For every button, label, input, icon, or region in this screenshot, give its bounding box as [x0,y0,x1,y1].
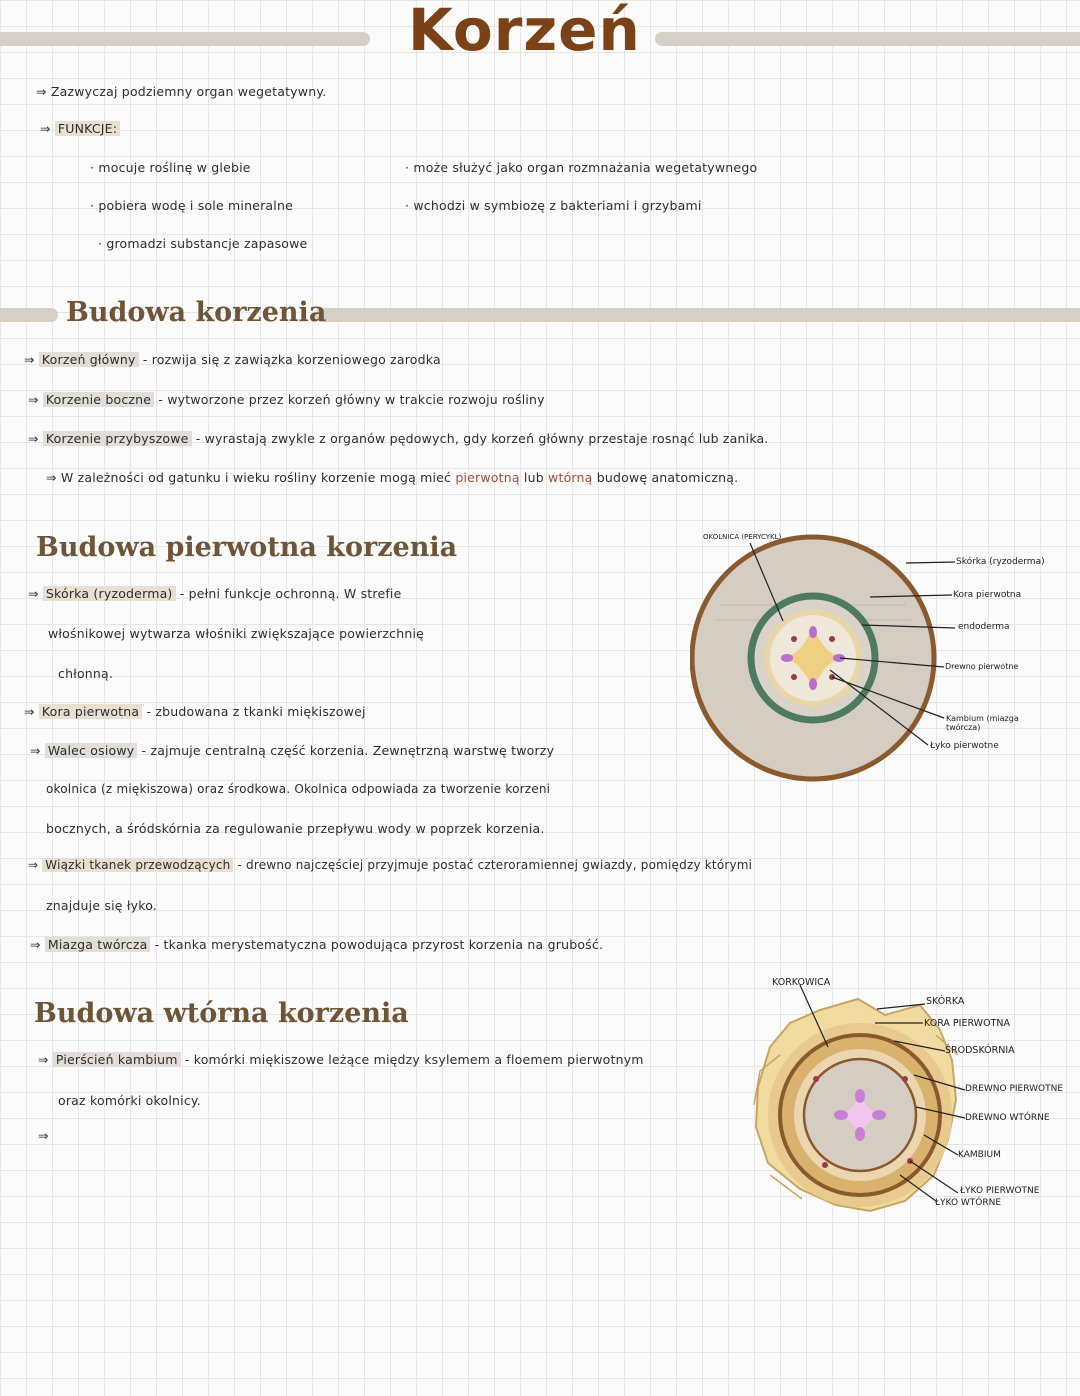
title-bar-right [655,32,1080,46]
diagram-label-lyko-wtorne: ŁYKO WTÓRNE [935,1198,1002,1208]
functions-label: ⇒ FUNKCJE: [40,121,120,136]
function-item: · wchodzi w symbiozę z bakteriami i grzybami [405,198,702,213]
kora-line: ⇒ Kora pierwotna - zbudowana z tkanki miękiszowej [24,704,366,719]
diagram-label-skorka: Skórka (ryzoderma) [956,557,1045,567]
section-bar-right [315,308,1080,322]
section-heading-budowa: Budowa korzenia [66,297,327,328]
kambium-line-2: oraz komórki okolnicy. [58,1093,201,1108]
diagram-label-drewno: Drewno pierwotne [945,662,1019,671]
diagram-label-drewno-wtorne: DREWNO WTÓRNE [965,1113,1050,1123]
function-item: · mocuje roślinę w glebie [90,160,251,175]
empty-bullet: ⇒ [38,1128,49,1143]
diagram-label-endoderma: endoderma [958,622,1010,632]
diagram-label-okolnica: OKOLNICA (PERYCYKL) [703,533,782,541]
skorka-line-3: chłonną. [58,666,114,681]
budowa-item-boczne: ⇒ Korzenie boczne - wytworzone przez korzeń główny w trakcie rozwoju rośliny [28,392,545,407]
section-heading-pierwotna: Budowa pierwotna korzenia [36,532,458,563]
function-item: · gromadzi substancje zapasowe [98,236,308,251]
secondary-root-diagram [740,975,1060,1235]
skorka-line-1: ⇒ Skórka (ryzoderma) - pełni funkcje ochronną. W strefie [28,586,402,601]
budowa-note: ⇒ W zależności od gatunku i wieku rośliny korzenie mogą mieć pierwotną lub wtórną budowę anatomiczną. [46,470,739,485]
diagram-label-lyko-pierwotne: ŁYKO PIERWOTNE [960,1186,1040,1196]
diagram-label-srodskornia: ŚRODSKÓRNIA [945,1045,1015,1056]
section-bar-left [0,308,58,322]
diagram-label-korkowica: KORKOWICA [772,977,831,988]
diagram-label-skorka-wt: SKÓRKA [926,996,965,1007]
walec-line-1: ⇒ Walec osiowy - zajmuje centralną część korzenia. Zewnętrzną warstwę tworzy [30,743,555,758]
budowa-item-glowny: ⇒ Korzeń główny - rozwija się z zawiązka korzeniowego zarodka [24,352,441,367]
kambium-line-1: ⇒ Pierścień kambium - komórki miękiszowe leżące między ksylemem a floemem pierwotnym [38,1052,644,1067]
wiazki-line-1: ⇒ Wiązki tkanek przewodzących - drewno najczęściej przyjmuje postać czteroramiennej gwiazdy, pomiędzy którymi [28,858,753,872]
section-heading-wtorna: Budowa wtórna korzenia [34,998,409,1029]
diagram-label-kora-wt: KORA PIERWOTNA [924,1018,1010,1029]
intro-definition: ⇒ Zazwyczaj podziemny organ wegetatywny. [36,84,327,99]
miazga-line: ⇒ Miazga twórcza - tkanka merystematyczna powodująca przyrost korzenia na grubość. [30,937,604,952]
title-bar-left [0,32,370,46]
skorka-line-2: włośnikowej wytwarza włośniki zwiększające powierzchnię [48,626,425,641]
diagram-label-drewno-pierwotne: DREWNO PIERWOTNE [965,1084,1064,1094]
diagram-label-kambium-wt: KAMBIUM [958,1150,1001,1160]
walec-line-3: bocznych, a śródskórnia za regulowanie przepływu wody w poprzek korzenia. [46,821,545,836]
walec-line-2: okolnica (z miękiszowa) oraz środkowa. Okolnica odpowiada za tworzenie korzeni [46,782,551,796]
function-item: · może służyć jako organ rozmnażania wegetatywnego [405,160,758,175]
budowa-item-przybyszowe: ⇒ Korzenie przybyszowe - wyrastają zwykle z organów pędowych, gdy korzeń główny przestaje rosnąć lub zanika. [28,431,769,446]
wiazki-line-2: znajduje się łyko. [46,898,158,913]
diagram-label-lyko: Łyko pierwotne [930,741,999,751]
page-title: Korzeń [408,0,641,64]
diagram-label-kambium: Kambium (miazga twórcza) [946,714,1019,732]
function-item: · pobiera wodę i sole mineralne [90,198,293,213]
diagram-label-kora: Kora pierwotna [953,590,1022,600]
